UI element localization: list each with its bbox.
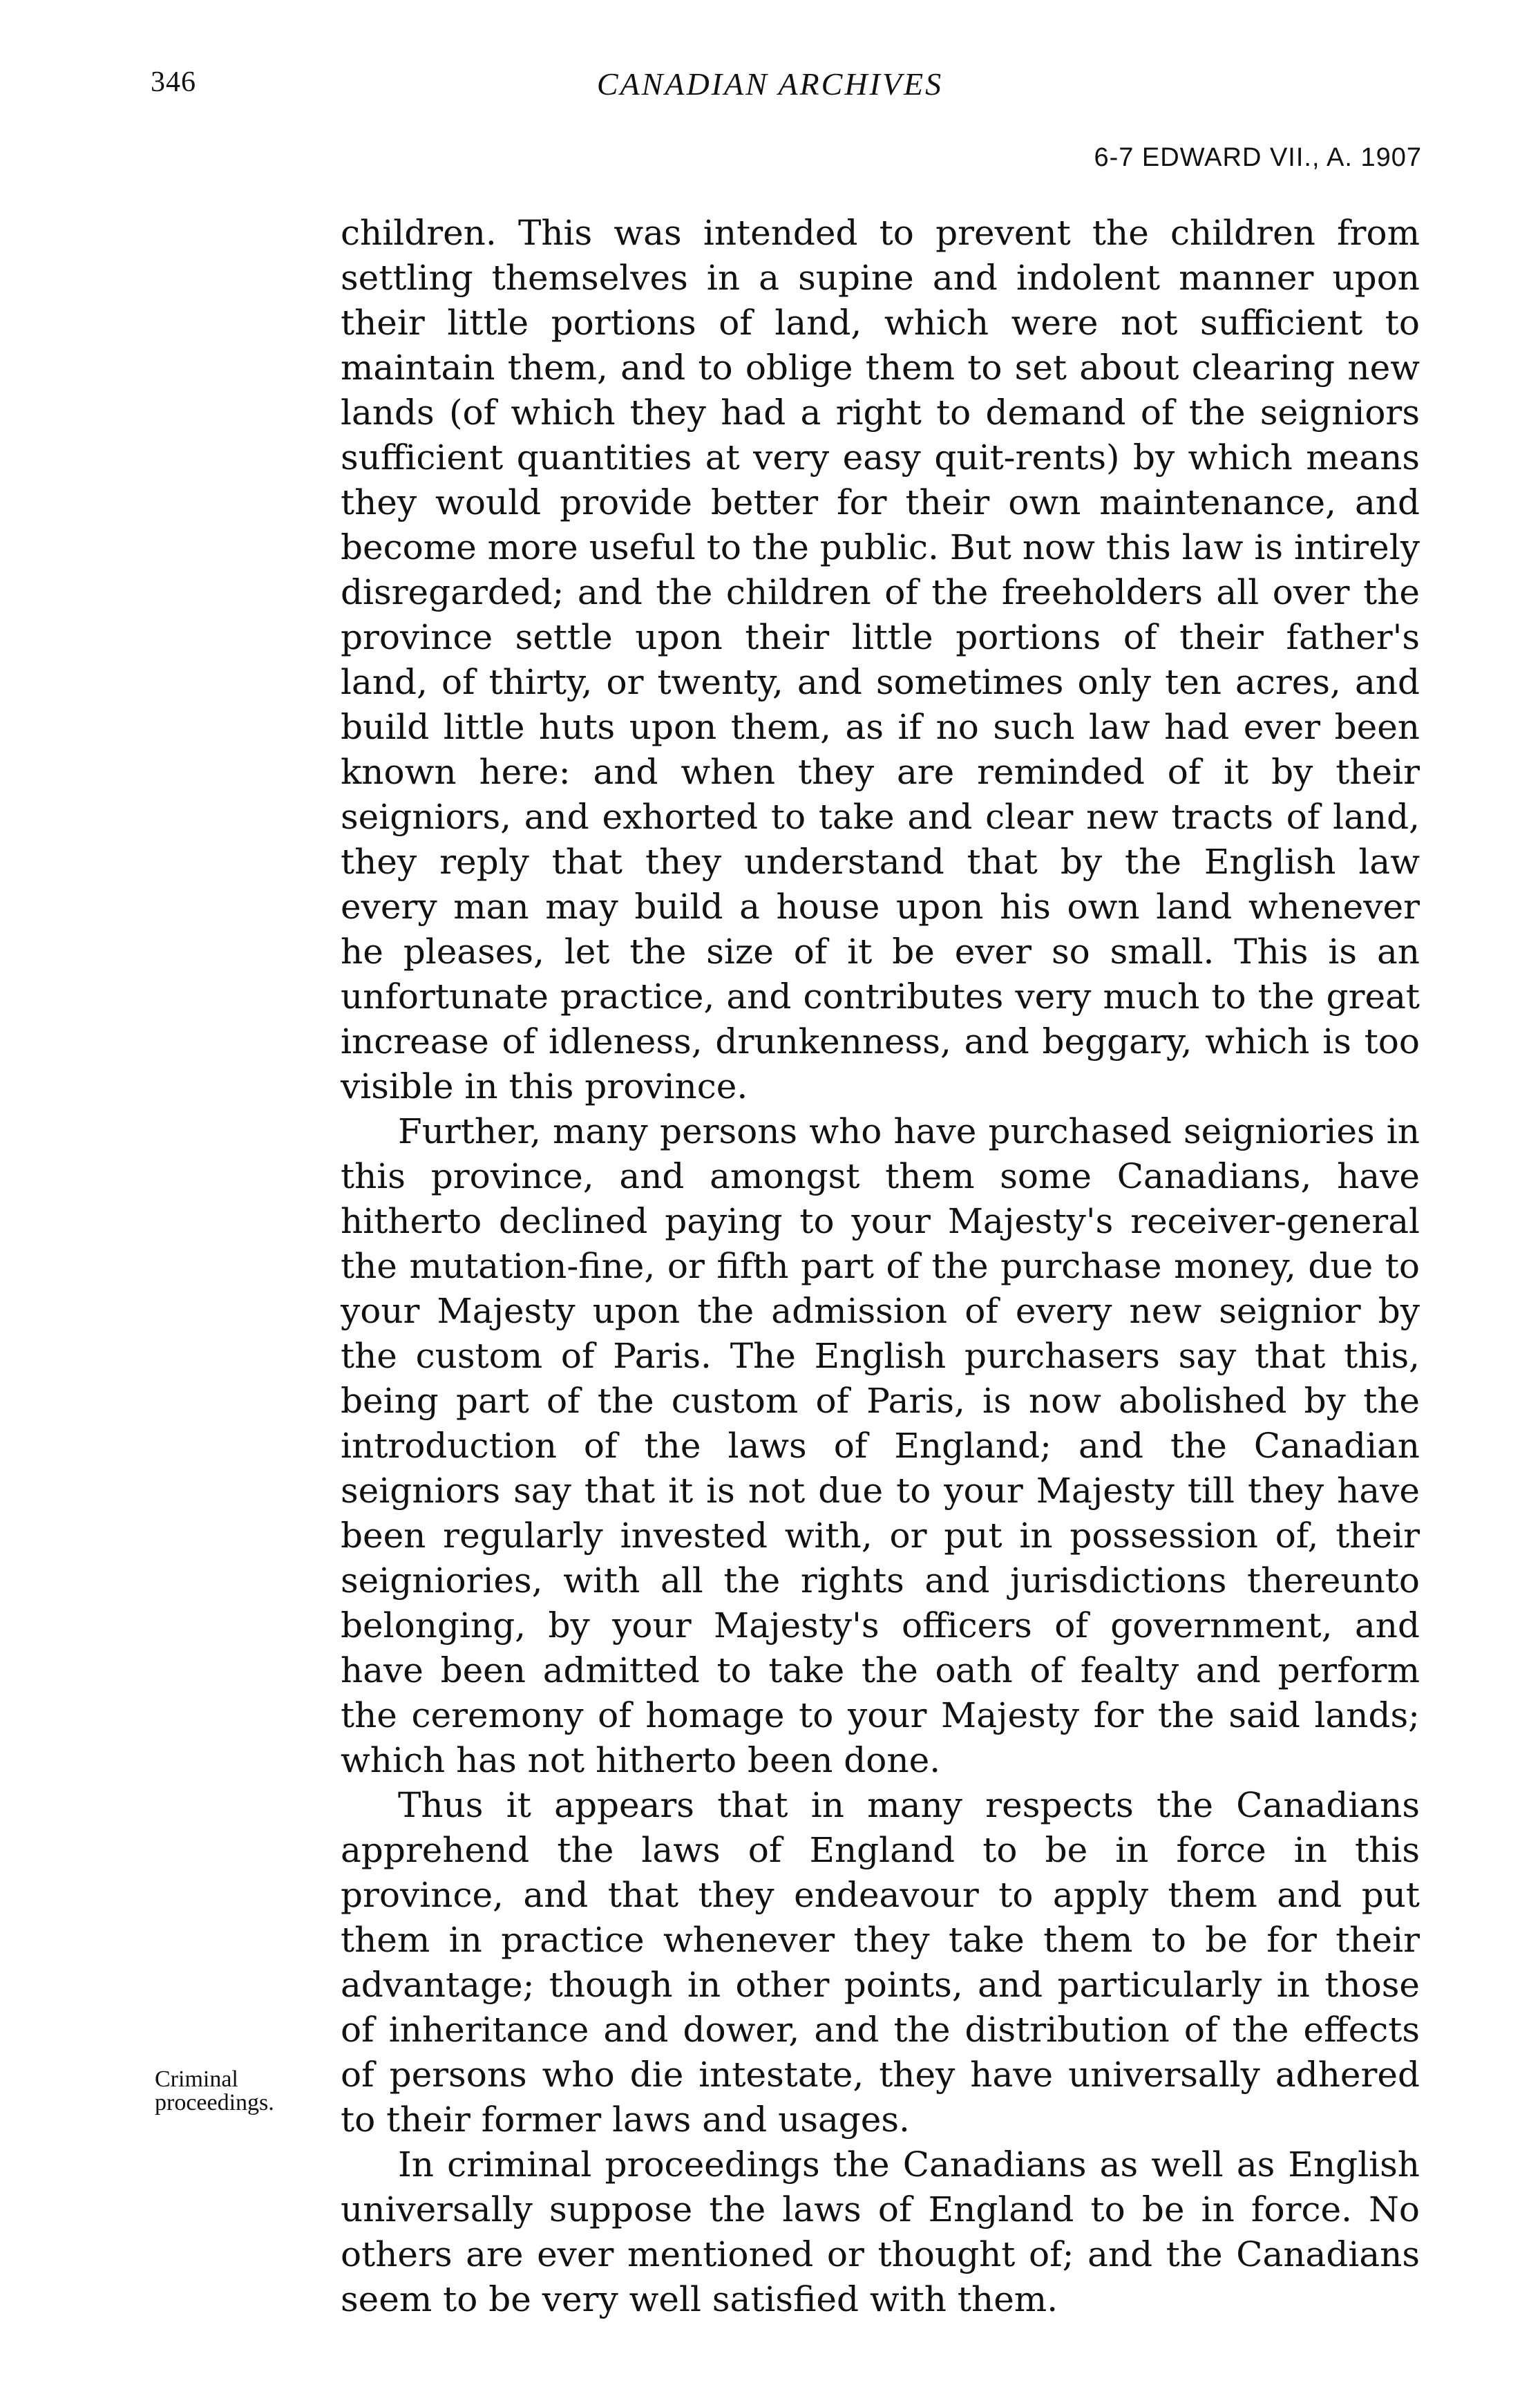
- margin-note: [155, 2068, 321, 2115]
- margin-note-line: proceedings.: [155, 2090, 274, 2115]
- paragraph: children. This was intended to prevent the children from settling themselves in a supine and indolent manner upon their little portions of land, which were not sufficient to maintain them, and to oblige them to set about clearing new lands (of which they had a right to demand of the seigniors sufficient quantities at very easy quit-rents) by which means they would provide better for their own maintenance, and become more useful to the public. But now this law is intirely disregarded; and the children of the freeholders all over the province settle upon their little portions of their father's land, of thirty, or twenty, and sometimes only ten acres, and build little huts upon them, as if no such law had ever been known here: and when they are reminded of it by their seigniors, and exhorted to take and clear new tracts of land, they reply that they understand that by the English law every man may build a house upon his own land whenever he pleases, let the size of it be ever so small. This is an unfortunate practice, and contributes very much to the great increase of idleness, drunkenness, and beggary, which is too visible in this province.: [341, 213, 1420, 1106]
- page-number: 346: [151, 66, 196, 98]
- paragraph: Thus it appears that in many respects the Canadians apprehend the laws of England to be in force in this province, and that they endeavour to apply them and put them in practice whenever they take them to be for their advantage; though in other points, and particularly in those of inheritance and dower, and the distribution of the effects of persons who die intestate, they have universally adhered to their former laws and usages.: [341, 1785, 1420, 2140]
- paragraph: In criminal proceedings the Canadians as well as English universally suppose the laws of England to be in force. No others are ever mentioned or thought of; and the Canadians seem to be very well satisfied with them.: [341, 2144, 1420, 2319]
- session-reference: 6-7 EDWARD VII., A. 1907: [1094, 143, 1422, 172]
- paragraph: Further, many persons who have purchased seigniories in this province, and amongst them some Canadians, have hitherto declined paying to your Majesty's receiver-general the mutation-fine, or fifth part of the purchase money, due to your Majesty upon the admission of every new seignior by the custom of Paris. The English purchasers say that this, being part of the custom of Paris, is now abolished by the introduction of the laws of England; and the Canadian seigniors say that it is not due to your Majesty till they have been regularly invested with, or put in possession of, their seigniories, with all the rights and jurisdictions thereunto belonging, by your Majesty's officers of government, and have been admitted to take the oath of fealty and perform the ceremony of homage to your Majesty for the said lands; which has not hitherto been done.: [341, 1111, 1420, 1780]
- running-title: CANADIAN ARCHIVES: [596, 66, 944, 102]
- body-text: [341, 211, 1420, 2322]
- margin-note-line: Criminal: [155, 2066, 238, 2092]
